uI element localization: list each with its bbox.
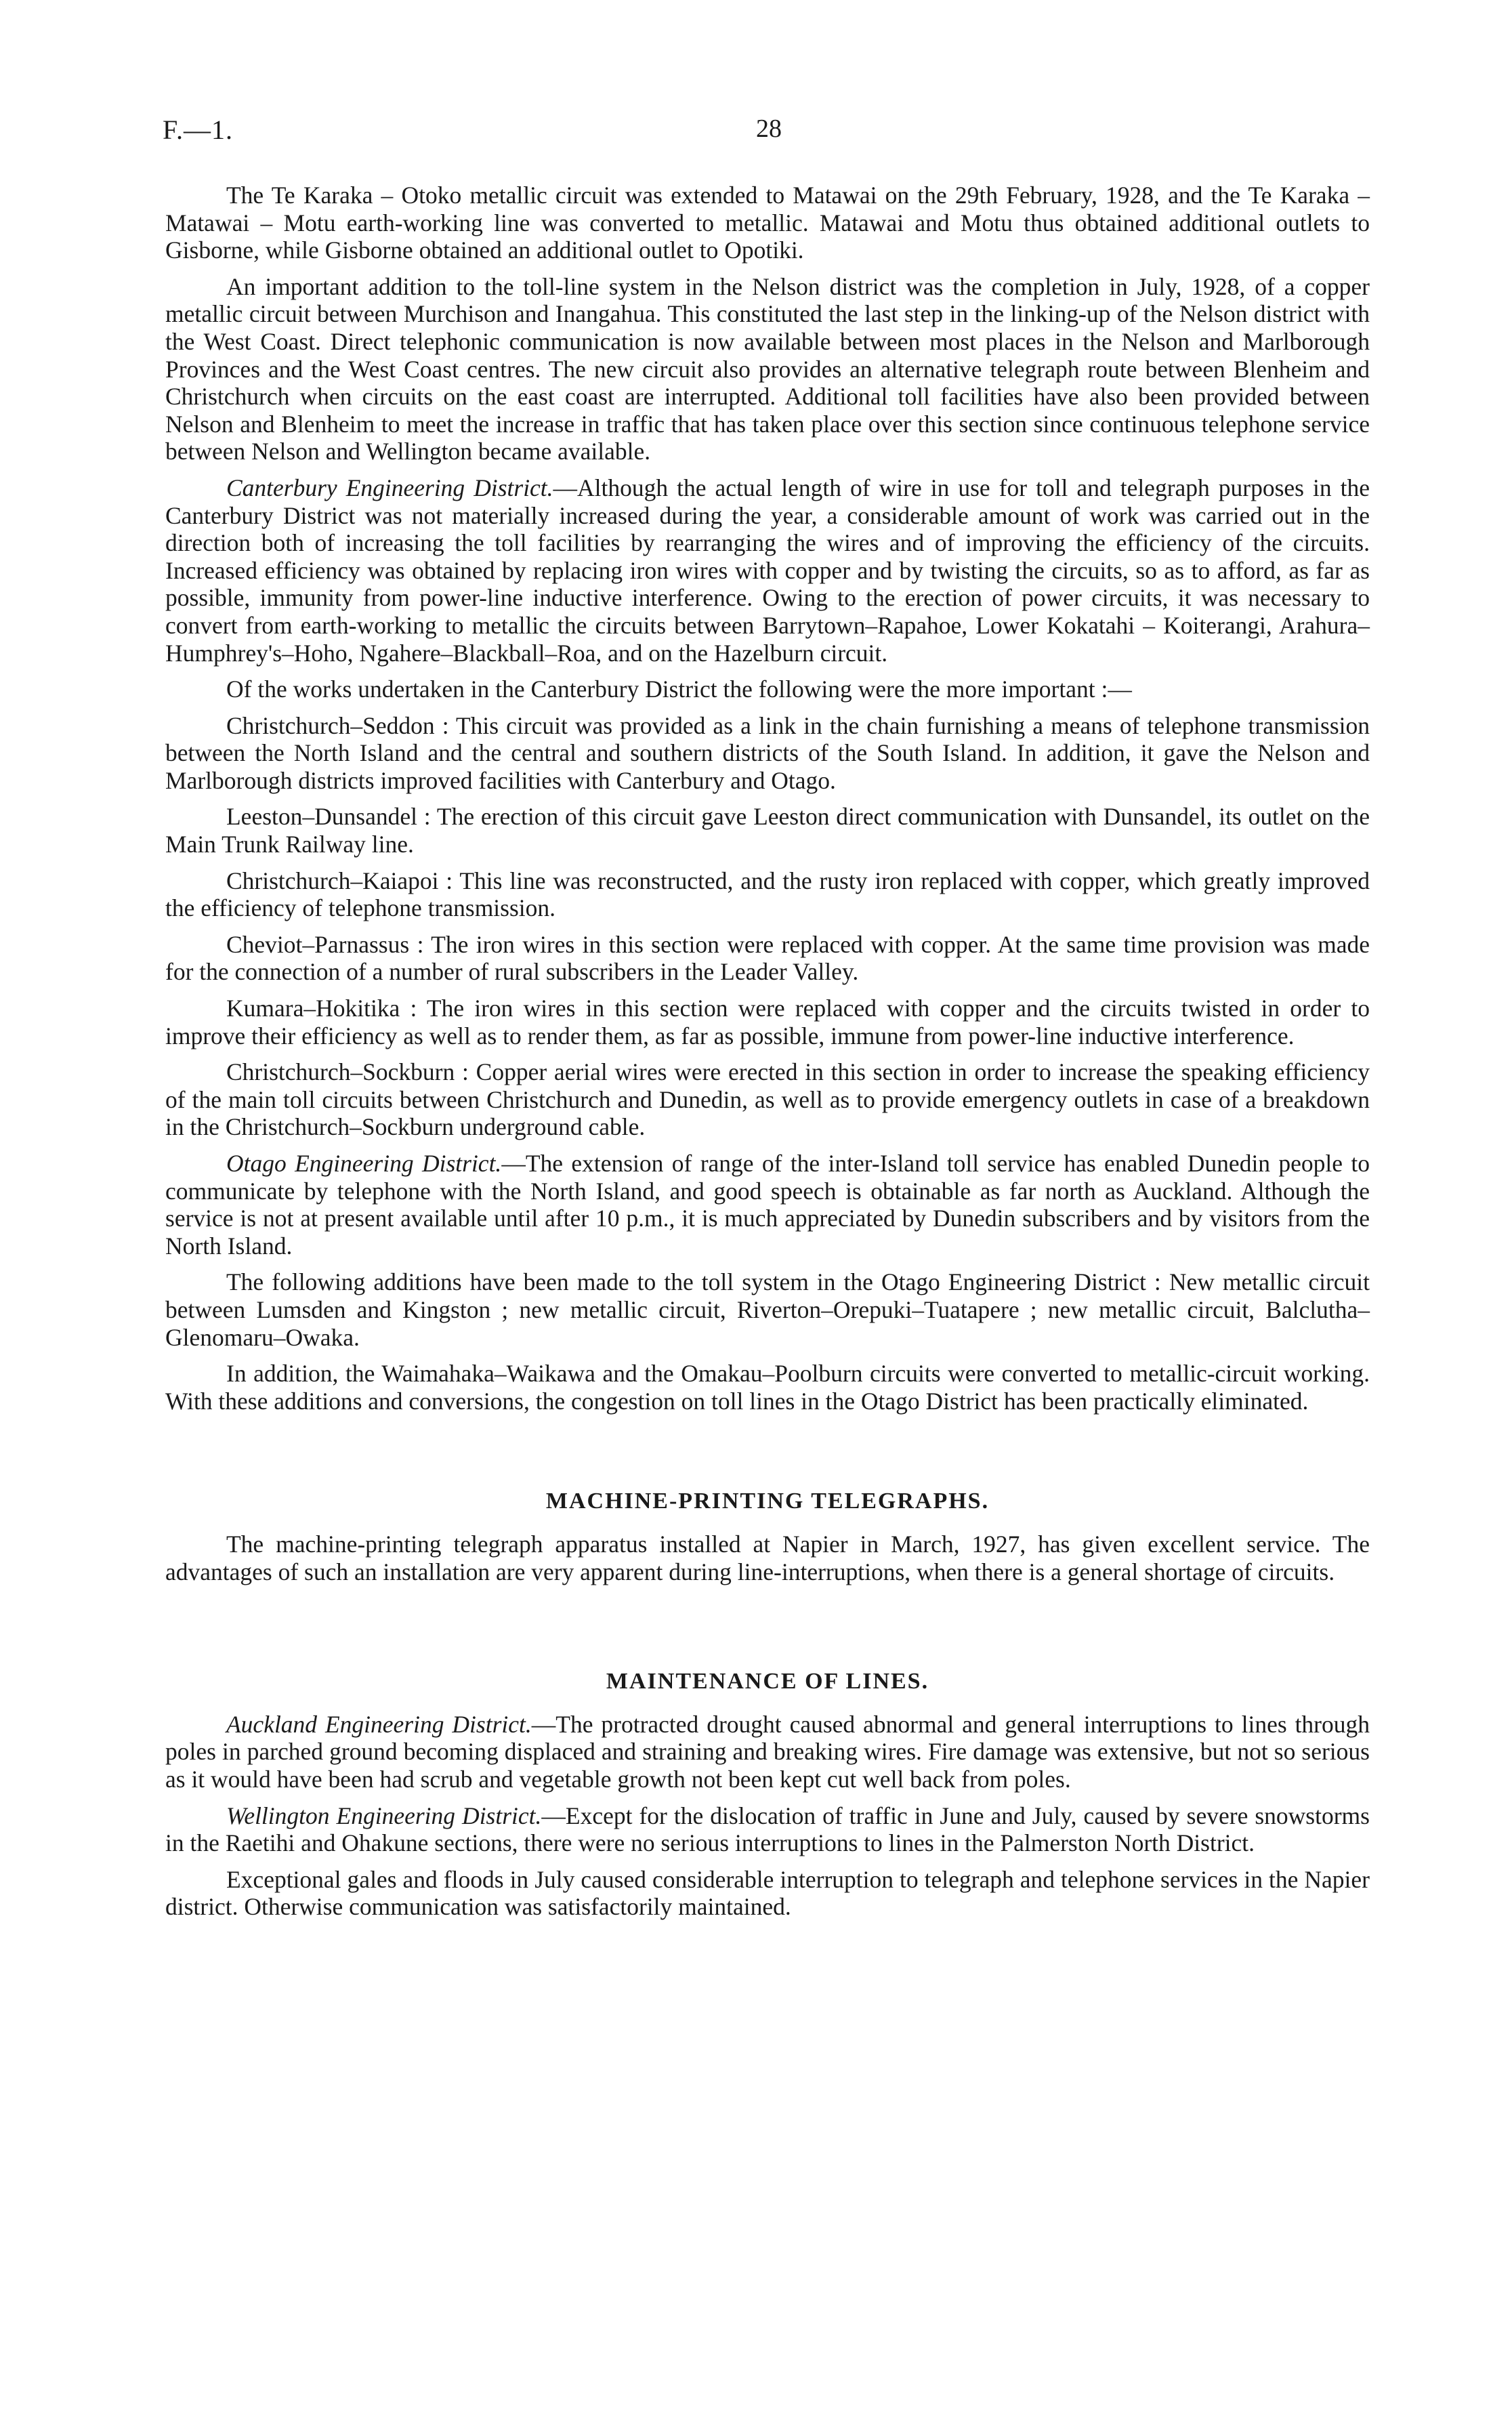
- paragraph-text: The machine-printing telegraph apparatus installed at Napier in March, 1927, has given excellent service. The advantages of such an installation are very apparent during line-interruptions, when there is a general shortage of circuits.: [165, 1530, 1370, 1585]
- paragraph-kumara-hokitika: [165, 995, 1370, 1049]
- paragraph-christchurch-seddon: [165, 712, 1370, 795]
- paragraph-canterbury: [165, 474, 1370, 667]
- paragraph-text: Exceptional gales and floods in July caused considerable interruption to telegraph and telephone services in the Napier district. Otherwise communication was satisfactorily maintained.: [165, 1865, 1370, 1921]
- paragraph-text: —Although the actual length of wire in use for toll and telegraph purposes in the Canterbury District was not materially increased during the year, a considerable amount of work was carried out in the direction both of increasing the toll facilities by rearranging the wires and of improving the efficiency of the circuits. Increased efficiency was obtained by replacing iron wires with copper and by twisting the circuits, so as to afford, as far as possible, immunity from power-line inductive interference. Owing to the erection of power circuits, it was necessary to convert from earth-working to metallic the circuits between Barrytown–Rapahoe, Lower Kokatahi – Koiterangi, Arahura–Humphrey's–Hoho, Ngahere–Blackball–Roa, and on the Hazelburn circuit.: [165, 474, 1370, 667]
- paragraph-christchurch-sockburn: [165, 1058, 1370, 1141]
- paragraph-text: —The extension of range of the inter-Island toll service has enabled Dunedin people to communicate by telephone with the North Island, and good speech is obtainable as far north as Auckland. Although the service is not at present available until after 10 p.m., it is much appreciated by Dunedin subscribers and by visitors from the North Island.: [165, 1150, 1370, 1260]
- paragraph-otago: [165, 1150, 1370, 1260]
- paragraph-otago-conversions: [165, 1360, 1370, 1415]
- paragraph-lead-heading: Canterbury Engineering District.: [226, 474, 553, 501]
- paragraph-lead-heading: Otago Engineering District.: [226, 1150, 502, 1177]
- paragraph-text: In addition, the Waimahaka–Waikawa and the Omakau–Poolburn circuits were converted to metallic-circuit working. With these additions and conversions, the congestion on toll lines in the Otago District has been practically eliminated.: [165, 1360, 1370, 1415]
- paragraph-machine-printing: [165, 1531, 1370, 1585]
- paragraph-napier-gales: [165, 1866, 1370, 1921]
- paragraph-text: Christchurch–Seddon : This circuit was provided as a link in the chain furnishing a means of telephone transmission between the North Island and the central and southern districts of the South Island. In addition, it gave the Nelson and Marlborough districts improved facilities with Canterbury and Otago.: [165, 711, 1370, 794]
- paragraph-text: Christchurch–Kaiapoi : This line was reconstructed, and the rusty iron replaced with copper, which greatly improved the efficiency of telephone transmission.: [165, 867, 1370, 922]
- paragraph-text: Of the works undertaken in the Canterbury District the following were the more important :—: [226, 675, 1132, 703]
- paragraph-leeston-dunsandel: [165, 803, 1370, 858]
- paragraph-text: The following additions have been made to the toll system in the Otago Engineering District : New metallic circuit between Lumsden and Kingston ; new metallic circuit, Riverton–Orepuki–Tuatapere ; new metallic circuit, Balclutha–Glenomaru–Owaka.: [165, 1268, 1370, 1351]
- paragraph-lead-heading: Auckland Engineering District.: [226, 1710, 532, 1738]
- page-body: [165, 182, 1370, 1930]
- paragraph-wellington: [165, 1802, 1370, 1857]
- section-heading-machine-printing: MACHINE-PRINTING TELEGRAPHS.: [545, 1489, 990, 1514]
- paragraph-christchurch-kaiapoi: [165, 867, 1370, 922]
- paragraph-te-karaka: [165, 182, 1370, 264]
- section-heading-maintenance: MAINTENANCE OF LINES.: [606, 1669, 929, 1694]
- paragraph-canterbury-works-intro: [165, 675, 1370, 703]
- page-number: 28: [756, 115, 782, 143]
- paragraph-lead-heading: Wellington Engineering District.: [226, 1802, 542, 1829]
- paragraph-text: The Te Karaka – Otoko metallic circuit was extended to Matawai on the 29th February, 1928, and the Te Karaka – Matawai – Motu earth-working line was converted to metallic. Matawai and Motu thus obtained additional outlets to Gisborne, while Gisborne obtained an additional outlet to Opotiki.: [165, 182, 1370, 264]
- paragraph-text: Cheviot–Parnassus : The iron wires in this section were replaced with copper. At the same time provision was made for the connection of a number of rural subscribers in the Leader Valley.: [165, 930, 1370, 986]
- paragraph-nelson-toll: [165, 273, 1370, 465]
- paragraph-text: Christchurch–Sockburn : Copper aerial wires were erected in this section in order to increase the speaking efficiency of the main toll circuits between Christchurch and Dunedin, as well as to provide emergency outlets in case of a breakdown in the Christchurch–Sockburn underground cable.: [165, 1058, 1370, 1141]
- paragraph-text: —Except for the dislocation of traffic in June and July, caused by severe snowstorms in the Raetihi and Ohakune sections, there were no serious interruptions to lines in the Palmerston North District.: [165, 1802, 1370, 1857]
- paragraph-text: An important addition to the toll-line system in the Nelson district was the completion in July, 1928, of a copper metallic circuit between Murchison and Inangahua. This constituted the last step in the linking-up of the Nelson district with the West Coast. Direct telephonic communication is now available between most places in the Nelson and Marlborough Provinces and the West Coast centres. The new circuit also provides an alternative telegraph route between Blenheim and Christchurch when circuits on the east coast are interrupted. Additional toll facilities have also been provided between Nelson and Blenheim to meet the increase in traffic that has taken place over this section since continuous telephone service between Nelson and Wellington became available.: [165, 272, 1370, 465]
- paragraph-otago-additions: [165, 1268, 1370, 1351]
- paragraph-auckland: [165, 1711, 1370, 1793]
- document-reference: F.—1.: [163, 115, 234, 145]
- page-header: [163, 114, 1375, 154]
- paragraph-cheviot-parnassus: [165, 931, 1370, 986]
- paragraph-text: Leeston–Dunsandel : The erection of this circuit gave Leeston direct communication with Dunsandel, its outlet on the Main Trunk Railway line.: [165, 803, 1370, 858]
- paragraph-text: —The protracted drought caused abnormal and general interruptions to lines through poles in parched ground becoming displaced and straining and breaking wires. Fire damage was extensive, but not so serious as it would have been had scrub and vegetable growth not been kept cut well back from poles.: [165, 1710, 1370, 1793]
- paragraph-text: Kumara–Hokitika : The iron wires in this section were replaced with copper and the circuits twisted in order to improve their efficiency as well as to render them, as far as possible, immune from power-line inductive interference.: [165, 995, 1370, 1049]
